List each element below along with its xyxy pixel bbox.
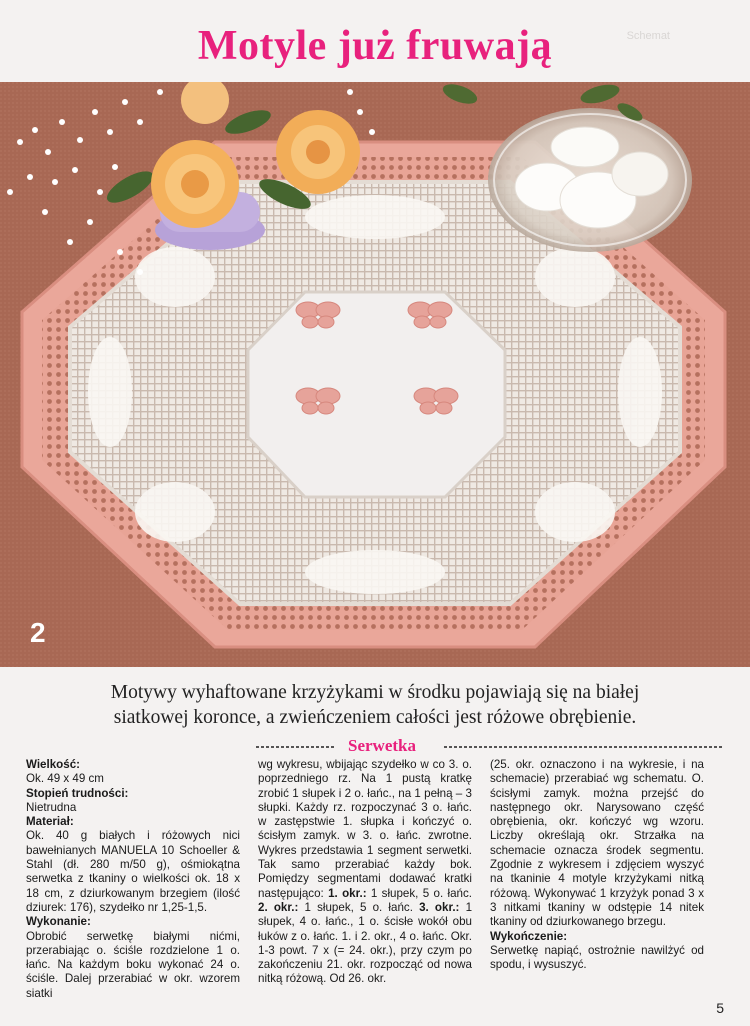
execution-text: Obrobić serwetkę białymi nićmi, przerabiając o. ściśle rozdzielone 1 o. łańc. Na każdym boku wykonać 24 o. ściśle. Dalej przerabiać w okr. wzorem siatki [26, 929, 240, 1000]
section-header [26, 736, 724, 756]
intro-line-1: Motywy wyhaftowane krzyżykami w środku pojawiają się na białej [110, 682, 640, 703]
finish-text: Serwetkę napiąć, ostrożnie nawilżyć od spodu, i wysuszyć. [490, 943, 704, 972]
column-3 [490, 758, 704, 972]
meringue-bowl [488, 108, 692, 252]
col3-text: (25. okr. oznaczono i na wykresie, i na schemacie) przerabiać wg schematu. O. ścisłymi zamyk. można przejść do następnego okr. Narysowano część obrębienia, okr. kończyć wg wzoru. Liczby określają okr. Strzałka na schemacie oznacza środek segmentu. Zgodnie z wykresem i zdjęciem wyszyć na tkaninie 4 motyle krzyżykami nitką różową. Wykonywać 1 krzyżyk ponad 3 x 3 nitkami tkaniny w odstępie 14 nitek tkaniny od dziurkowanego brzegu. [490, 758, 704, 929]
intro-text [28, 680, 722, 730]
size-text: Ok. 49 x 49 cm [26, 772, 104, 786]
doily-illustration [0, 82, 750, 667]
difficulty-text: Nietrudna [26, 800, 77, 814]
doily-photo [0, 82, 750, 667]
round-2-label: 2. okr.: [258, 900, 299, 914]
photo-number: 2 [30, 617, 46, 648]
round-3-label: 3. okr.: [419, 900, 460, 914]
column-1 [26, 758, 240, 1001]
col2-text-b: 1 słupek, 4 o. łańc., 1 o. ścisłe wokół obu łuków z o. łańc. 1. i 2. okr., 4 o. łańc. Okr. 1-3 powt. 7 x (= 24. okr.), przy czym po zakończeniu 21. okr. rozpocząć od nowa nitką różową. Od 26. okr. [258, 900, 473, 986]
round-1-label: 1. okr.: [328, 886, 367, 900]
page-number: 5 [716, 1000, 724, 1016]
col2-text-a: wg wykresu, wbijając szydełko w co 3. o. poprzedniego rz. Na 1 pustą kratkę zrobić 1 słupek i 2 o. łańc., na 1 pełną – 3 słupki. Każdy rz. rozpoczynać 3 o. łańc. w zastępstwie 1. słupka i kończyć o. ścisłym zamyk. w 3. o. łańc. zwrotne. Wykres przedstawia 1 segment serwetki. Tak samo przerabiać każdy bok. Pomiędzy segmentami dodawać kratki następująco: [258, 758, 472, 900]
finish-heading: Wykończenie: [490, 929, 568, 943]
ghost-label: Schemat [626, 30, 670, 42]
page-title: Motyle już fruwają [197, 23, 553, 69]
instructions [26, 758, 724, 1000]
size-heading: Wielkość: [26, 758, 81, 771]
section-rule-right [444, 746, 724, 748]
column-2 [258, 758, 472, 987]
section-rule-left [256, 746, 336, 748]
material-heading: Materiał: [26, 815, 74, 829]
material-text: Ok. 40 g białych i różowych nici bawełnianych MANUELA 10 Schoeller & Stahl (dł. 280 m/50 g), ośmiokątna serwetka z tkaniny o wielkości ok. 18 x 18 cm, z dziurkowanym brzegiem (ilość dziurek: 176), szydełko nr 1,25-1,5. [26, 829, 240, 914]
difficulty-heading: Stopień trudności: [26, 786, 129, 800]
round-2-text: 1 słupek, 5 o. łańc. [298, 900, 420, 914]
execution-heading: Wykonanie: [26, 915, 91, 929]
section-title: Serwetka [348, 736, 416, 755]
intro-line-2: siatkowej koronce, a zwieńczeniem całości jest różowe obrębienie. [113, 707, 637, 728]
round-1-text: 1 słupek, 5 o. łańc. [366, 886, 472, 900]
